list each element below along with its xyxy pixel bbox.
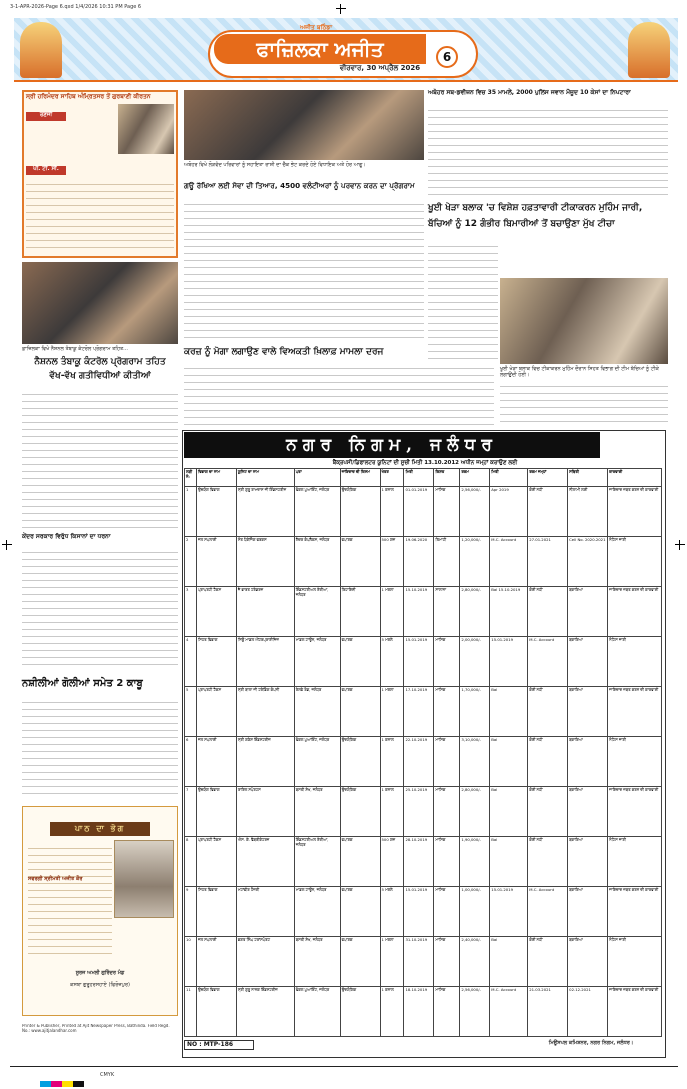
table-cell-unit: ਸ੍ਰੀ ਗੁਰੂ ਨਾਨਕ ਇੰਡਸਟਰੀਜ਼ — [236, 987, 294, 1037]
table-row — [185, 937, 662, 987]
table-cell-date2: M.C. Account — [490, 537, 528, 587]
cheque-presentation-photo — [184, 90, 424, 160]
table-cell-date: 15.01.2019 — [404, 887, 434, 937]
table-cell-inst: ਮਾਸਿਕ — [434, 637, 460, 687]
table-header-cell: ਰਕਮ — [460, 469, 490, 487]
table-cell-action: ਨੋਟਿਸ ਜਾਰੀ — [608, 537, 662, 587]
table-cell-action: ਜਾਇਦਾਦ ਜ਼ਬਤ ਕਰਨ ਦੀ ਕਾਰਵਾਈ — [608, 987, 662, 1037]
table-cell-unit: ਨਿਊ ਮਾਡਲ ਐਂਟਰਪ੍ਰਾਈਜ਼ਿਜ਼ — [236, 637, 294, 687]
table-cell-action: ਜਾਇਦਾਦ ਜ਼ਬਤ ਕਰਨ ਦੀ ਕਾਰਵਾਈ — [608, 887, 662, 937]
table-cell-addr: ਫੋਕਲ ਪੁਆਇੰਟ, ਜਲੰਧਰ — [294, 487, 340, 537]
table-header-cell: ਸਥਿਤੀ — [568, 469, 608, 487]
table-cell-type: ਵਪਾਰਕ — [340, 887, 380, 937]
table-cell-paid: ਕੋਈ ਨਹੀਂ — [528, 937, 568, 987]
center-main-body — [184, 198, 424, 344]
story1-body — [22, 388, 178, 528]
story1-headline-line1: ਨੈਸ਼ਨਲ ਤੰਬਾਕੂ ਕੰਟਰੋਲ ਪ੍ਰੋਗਰਾਮ ਤਹਿਤ — [34, 357, 166, 367]
table-cell-type: ਉਦਯੋਗਿਕ — [340, 487, 380, 537]
table-cell-area: 5 ਮਰਲੇ — [380, 637, 404, 687]
edition-date: ਵੀਰਵਾਰ, 30 ਅਪ੍ਰੈਲ 2026 — [339, 64, 421, 72]
table-cell-date2: Bal — [490, 837, 528, 887]
table-cell-inst: ਮਾਸਿਕ — [434, 737, 460, 787]
table-cell-inst: ਮਾਸਿਕ — [434, 787, 460, 837]
masthead-title: ਫਾਜ਼ਿਲਕਾ ਅਜੀਤ — [214, 34, 426, 64]
table-cell-amt: 1,20,000/- — [460, 537, 490, 587]
table-cell-area: 500 ਗਜ਼ — [380, 837, 404, 887]
table-cell-type: ਵਪਾਰਕ — [340, 937, 380, 987]
table-cell-unit: ਐਸ. ਕੇ. ਫੈਬਰੀਕੇਟਰਜ਼ — [236, 837, 294, 887]
table-header-cell: ਪਤਾ — [294, 469, 340, 487]
feature-body-2 — [500, 380, 668, 428]
masthead-ornament-left — [20, 22, 62, 78]
table-cell-inst: ਮਾਸਿਕ — [434, 887, 460, 937]
table-cell-type: ਵਪਾਰਕ — [340, 637, 380, 687]
table-row — [185, 837, 662, 887]
table-cell-dept: ਪ੍ਰਾਪਰਟੀ ਟੈਕਸ — [196, 837, 236, 887]
table-cell-addr: ਮਾਡਲ ਟਾਊਨ, ਜਲੰਧਰ — [294, 887, 340, 937]
table-cell-inst: ਮਾਸਿਕ — [434, 987, 460, 1037]
table-cell-action: ਨੋਟਿਸ ਜਾਰੀ — [608, 637, 662, 687]
feature-body — [428, 240, 498, 364]
table-cell-dept: ਪ੍ਰਾਪਰਟੀ ਟੈਕਸ — [196, 587, 236, 637]
feature-headline-line2: ਬੱਚਿਆਂ ਨੂੰ 12 ਗੰਭੀਰ ਬਿਮਾਰੀਆਂ ਤੋਂ ਬਚਾਉਣਾ ਮੁੱਖ ਟੀਚਾ — [428, 219, 615, 229]
channel-label-2: ਪੀ. ਟੀ. ਸੀ. — [26, 166, 66, 175]
table-cell-amt: 2,00,000/- — [460, 637, 490, 687]
table-cell-date2: 15.01.2019 — [490, 887, 528, 937]
table-cell-dept: ਉਦਯੋਗ ਵਿਭਾਗ — [196, 787, 236, 837]
page-number: 6 — [436, 46, 458, 68]
table-cell-dept: ਉਦਯੋਗ ਵਿਭਾਗ — [196, 987, 236, 1037]
table-cell-area: 1 ਮਰਲਾ — [380, 687, 404, 737]
table-cell-date2: 15.01.2019 — [490, 637, 528, 687]
table-cell-date: 19.06.2020 — [404, 537, 434, 587]
table-row — [185, 637, 662, 687]
table-cell-inst: ਸਾਲਾਨਾ — [434, 587, 460, 637]
table-cell-date: 22.10.2019 — [404, 737, 434, 787]
table-cell-status: Cell No. 2020.2021 — [568, 537, 608, 587]
table-cell-status: ਬਕਾਇਆ — [568, 887, 608, 937]
table-cell-action: ਨੋਟਿਸ ਜਾਰੀ — [608, 737, 662, 787]
table-cell-amt: 1,90,000/- — [460, 837, 490, 887]
table-cell-no: 4 — [185, 637, 197, 687]
story3-body — [22, 696, 178, 800]
table-cell-dept: ਸਿਹਤ ਵਿਭਾਗ — [196, 887, 236, 937]
table-cell-area: 500 ਗਜ਼ — [380, 537, 404, 587]
table-header-cell: ਯੂਨਿਟ ਦਾ ਨਾਮ — [236, 469, 294, 487]
table-cell-status: ਨੀਲਾਮੀ ਲਈ — [568, 487, 608, 537]
table-header-cell: ਕਿਸ਼ਤ — [434, 469, 460, 487]
table-cell-date2: Bal — [490, 937, 528, 987]
table-cell-no: 8 — [185, 837, 197, 887]
registration-mark-left — [2, 540, 12, 550]
table-cell-dept: ਸਿਹਤ ਵਿਭਾਗ — [196, 637, 236, 687]
center-second-body — [184, 362, 494, 426]
table-cell-unit: ਮਹਾਂਵੀਰ ਹੌਜ਼ਰੀ — [236, 887, 294, 937]
table-cell-status: 02.12.2021 — [568, 987, 608, 1037]
table-cell-paid: 27.01.2021 — [528, 537, 568, 587]
table-cell-dept: ਜਲ ਸਪਲਾਈ — [196, 937, 236, 987]
table-cell-date: 15.01.2019 — [404, 637, 434, 687]
gurbani-box-heading: ਸ੍ਰੀ ਹਰਿਮੰਦਰ ਸਾਹਿਬ ਅੰਮ੍ਰਿਤਸਰ ਤੋਂ ਗੁਰਬਾਣੀ ਕੀਰਤਨ — [26, 93, 151, 100]
table-cell-no: 11 — [185, 987, 197, 1037]
table-cell-paid: M.C. Account — [528, 637, 568, 687]
table-cell-area: 1 ਮਰਲਾ — [380, 587, 404, 637]
table-cell-no: 9 — [185, 887, 197, 937]
table-cell-addr: ਲੈਦਰ ਕੰਪਲੈਕਸ, ਜਲੰਧਰ — [294, 537, 340, 587]
table-cell-addr: ਬਸਤੀ ਸ਼ੇਖ, ਜਲੰਧਰ — [294, 937, 340, 987]
table-cell-type: ਉਦਯੋਗਿਕ — [340, 737, 380, 787]
color-label: CMYK — [100, 1072, 115, 1078]
table-cell-paid: ਕੋਈ ਨਹੀਂ — [528, 687, 568, 737]
notice-banner: ਨਗਰ ਨਿਗਮ, ਜਲੰਧਰ — [184, 432, 600, 458]
table-cell-status: ਬਕਾਇਆ — [568, 587, 608, 637]
table-cell-unit: ਭਗਤ ਸਿੰਘ ਟਰਾਂਸਪੋਰਟ — [236, 937, 294, 987]
table-cell-unit: ਸੰਤ ਪੈਕੇਜਿੰਗ ਵਰਕਸ — [236, 537, 294, 587]
table-cell-paid: ਕੋਈ ਨਹੀਂ — [528, 737, 568, 787]
notice-code: NO : MTP-186 — [184, 1040, 254, 1050]
table-cell-addr: ਫੋਕਲ ਪੁਆਇੰਟ, ਜਲੰਧਰ — [294, 737, 340, 787]
table-row — [185, 987, 662, 1037]
table-row — [185, 887, 662, 937]
table-cell-area: 1 ਕਨਾਲ — [380, 987, 404, 1037]
obituary-name: ਸਵਰਗੀ ਸ੍ਰੀਮਤੀ ਅਜੀਤ ਕੌਰ — [28, 876, 83, 882]
table-header-cell: ਜਾਇਦਾਦ ਦੀ ਕਿਸਮ — [340, 469, 380, 487]
table-cell-date2: Apr 2019 — [490, 487, 528, 537]
table-cell-date: 01.01.2019 — [404, 487, 434, 537]
imprint-line: Printer & Publisher, Printed at Ajit Newspaper Press, Bathinda. Field Regd. No.: www.ajitjalandhar.com — [22, 1024, 170, 1033]
table-header-cell: ਵਿਭਾਗ ਦਾ ਨਾਮ — [196, 469, 236, 487]
table-cell-unit: ਜੈ ਭਾਰਤ ਟਰੇਡਰਜ਼ — [236, 587, 294, 637]
table-cell-status: ਬਕਾਇਆ — [568, 687, 608, 737]
table-cell-dept: ਉਦਯੋਗ ਵਿਭਾਗ — [196, 487, 236, 537]
table-cell-date2: Bal — [490, 737, 528, 787]
table-row — [185, 587, 662, 637]
vaccination-photo-caption: ਖੂਈ ਖੇੜਾ ਬਲਾਕ ਵਿਚ ਟੀਕਾਕਰਨ ਮੁਹਿੰਮ ਦੌਰਾਨ ਸਿਹਤ ਵਿਭਾਗ ਦੀ ਟੀਮ ਬੱਚਿਆਂ ਨੂੰ ਟੀਕੇ ਲਗਾਉਂਦੀ ਹੋਈ। — [500, 366, 659, 378]
table-cell-unit: ਰਾਇਲ ਸਪੋਰਟਸ — [236, 787, 294, 837]
table-row — [185, 737, 662, 787]
table-cell-date2: Bal — [490, 787, 528, 837]
table-header-row — [185, 469, 662, 487]
table-row — [185, 687, 662, 737]
print-slug: 3-1-APR-2026-Page 6.qxd 1/4/2026 10:31 PM Page 6 — [10, 4, 142, 10]
center-photo-caption: ਅਬੋਹਰ ਵਿਖੇ ਲੋੜਵੰਦ ਪਰਿਵਾਰਾਂ ਨੂੰ ਸਹਾਇਤਾ ਰਾਸ਼ੀ ਦਾ ਚੈੱਕ ਭੇਟ ਕਰਦੇ ਹੋਏ ਵਿਧਾਇਕ ਅਤੇ ਹੋਰ ਆਗੂ। — [184, 162, 366, 168]
table-cell-area: 1 ਕਨਾਲ — [380, 787, 404, 837]
right-top-body — [428, 104, 668, 196]
table-header-cell: ਮਿਤੀ — [404, 469, 434, 487]
table-cell-date: 18.10.2019 — [404, 987, 434, 1037]
table-row — [185, 487, 662, 537]
vaccination-photo — [500, 278, 668, 364]
table-cell-status: ਬਕਾਇਆ — [568, 737, 608, 787]
table-cell-amt: 1,70,000/- — [460, 687, 490, 737]
registration-mark-top — [336, 4, 346, 14]
table-cell-amt: 2,40,000/- — [460, 937, 490, 987]
gurbani-timings-text — [26, 178, 174, 254]
tobacco-photo-caption: ਫ਼ਾਜ਼ਿਲਕਾ ਵਿਖੇ ਨੈਸ਼ਨਲ ਤੰਬਾਕੂ ਕੰਟਰੋਲ ਪ੍ਰੋਗਰਾਮ ਤਹਿਤ... — [22, 346, 128, 352]
table-cell-amt: 2,80,000/- — [460, 587, 490, 637]
story3-headline: ਨਸ਼ੀਲੀਆਂ ਗੋਲੀਆਂ ਸਮੇਤ 2 ਕਾਬੂ — [22, 678, 143, 689]
footer-rule — [10, 1066, 678, 1067]
notice-subtitle: ਬੈਂਕ੍ਰਪਸੀ/ਡਿਫਾਲਟਰ ਯੂਨਿਟਾਂ ਦੀ ਸੂਚੀ ਮਿਤੀ 13.10.2012 ਅਧੀਨ ਜਮ੍ਹਾਂ ਕਰਾਉਣ ਲਈ — [332, 460, 518, 466]
table-header-cell: ਕਾਰਵਾਈ — [608, 469, 662, 487]
table-cell-addr: ਫੋਕਲ ਪੁਆਇੰਟ, ਜਲੰਧਰ — [294, 987, 340, 1037]
obituary-title: ਪਾਠ ਦਾ ਭੋਗ — [50, 822, 150, 836]
table-cell-action: ਜਾਇਦਾਦ ਜ਼ਬਤ ਕਰਨ ਦੀ ਕਾਰਵਾਈ — [608, 487, 662, 537]
table-cell-action: ਨੋਟਿਸ ਜਾਰੀ — [608, 837, 662, 887]
channel-label-1: ਰਣਜੀ — [26, 112, 66, 121]
table-cell-paid: ਕੋਈ ਨਹੀਂ — [528, 787, 568, 837]
obituary-portrait — [114, 840, 174, 918]
table-cell-date: 31.10.2019 — [404, 937, 434, 987]
table-cell-inst: ਮਾਸਿਕ — [434, 687, 460, 737]
table-cell-inst: ਮਾਸਿਕ — [434, 937, 460, 987]
table-cell-date: 17.10.2019 — [404, 687, 434, 737]
masthead-ornament-right — [628, 22, 670, 78]
obituary-place: ਕਸਬਾ ਗੁਰੂਹਰਸਹਾਏ (ਫਿਰੋਜ਼ਪੁਰ) — [70, 982, 130, 988]
table-cell-type: ਰਿਹਾਇਸ਼ੀ — [340, 587, 380, 637]
table-cell-unit: ਸ੍ਰੀ ਗਣੇਸ਼ ਇੰਡਸਟਰੀਜ਼ — [236, 737, 294, 787]
table-cell-type: ਉਦਯੋਗਿਕ — [340, 787, 380, 837]
notice-signoff: ਮਿਊਂਸਪਲ ਕਮਿਸ਼ਨਰ, ਨਗਰ ਨਿਗਮ, ਜਲੰਧਰ। — [548, 1040, 634, 1046]
table-cell-paid: ਕੋਈ ਨਹੀਂ — [528, 837, 568, 887]
table-cell-no: 3 — [185, 587, 197, 637]
obituary-family: ਸੂਰਜ ਅਮਲੀ ਗੁਰਿੰਦਰ ਮੰਡ — [75, 970, 125, 976]
table-row — [185, 787, 662, 837]
story2-headline: ਕੇਂਦਰ ਸਰਕਾਰ ਵਿਰੁੱਧ ਕਿਸਾਨਾਂ ਦਾ ਧਰਨਾ — [22, 533, 111, 540]
table-cell-action: ਜਾਇਦਾਦ ਜ਼ਬਤ ਕਰਨ ਦੀ ਕਾਰਵਾਈ — [608, 787, 662, 837]
table-cell-status: ਬਕਾਇਆ — [568, 937, 608, 987]
table-header-cell: ਮਿਤੀ — [490, 469, 528, 487]
table-cell-type: ਉਦਯੋਗਿਕ — [340, 987, 380, 1037]
table-cell-inst: ਮਾਸਿਕ — [434, 487, 460, 537]
table-cell-unit: ਸ੍ਰੀ ਬਾਲਾ ਜੀ ਟਰੇਡਿੰਗ ਕੰਪਨੀ — [236, 687, 294, 737]
table-cell-type: ਵਪਾਰਕ — [340, 687, 380, 737]
table-cell-inst: ਤਿਮਾਹੀ — [434, 537, 460, 587]
table-cell-status: ਬਕਾਇਆ — [568, 637, 608, 687]
table-cell-amt: 3,10,000/- — [460, 737, 490, 787]
table-row — [185, 537, 662, 587]
print-color-bar — [40, 1072, 84, 1089]
center-second-headline: ਕਰਜ਼ ਨੂੰ ਮੋਗਾ ਲਗਾਉਣ ਵਾਲੇ ਵਿਅਕਤੀ ਖ਼ਿਲਾਫ਼ ਮਾਮਲਾ ਦਰਜ — [184, 347, 384, 357]
obituary-text — [28, 842, 112, 954]
table-cell-date: 25.10.2019 — [404, 787, 434, 837]
table-cell-area: 1 ਮਰਲਾ — [380, 937, 404, 987]
feature-headline-line1: ਖੂਈ ਖੇੜਾ ਬਲਾਕ 'ਚ ਵਿਸ਼ੇਸ਼ ਹਫ਼ਤਾਵਾਰੀ ਟੀਕਾਕਰਨ ਮੁਹਿੰਮ ਜਾਰੀ, — [428, 203, 643, 213]
table-cell-amt: 2,56,000/- — [460, 987, 490, 1037]
table-cell-amt: 2,56,000/- — [460, 487, 490, 537]
table-cell-date: 28.10.2019 — [404, 837, 434, 887]
table-cell-dept: ਜਲ ਸਪਲਾਈ — [196, 537, 236, 587]
table-cell-action: ਜਾਇਦਾਦ ਜ਼ਬਤ ਕਰਨ ਦੀ ਕਾਰਵਾਈ — [608, 687, 662, 737]
table-cell-action: ਜਾਇਦਾਦ ਜ਼ਬਤ ਕਰਨ ਦੀ ਕਾਰਵਾਈ — [608, 587, 662, 637]
center-main-headline: ਗਊ ਰੱਖਿਆ ਲਈ ਸੇਵਾ ਦੀ ਤਿਆਰ, 4500 ਵਲੰਟੀਅਰਾਂ ਨੂੰ ਪਰਵਾਨ ਕਰਨ ਦਾ ਪ੍ਰੋਗਰਾਮ — [184, 181, 415, 190]
golden-temple-photo — [118, 104, 174, 154]
table-cell-addr: ਮਾਡਲ ਟਾਊਨ, ਜਲੰਧਰ — [294, 637, 340, 687]
table-cell-dept: ਪ੍ਰਾਪਰਟੀ ਟੈਕਸ — [196, 687, 236, 737]
table-cell-paid: 21.03.2021 — [528, 987, 568, 1037]
story1-headline-line2: ਵੱਖ-ਵੱਖ ਗਤੀਵਿਧੀਆਂ ਕੀਤੀਆਂ — [49, 371, 151, 381]
table-cell-date2: Bal — [490, 687, 528, 737]
table-cell-addr: ਰੇਲਵੇ ਰੋਡ, ਜਲੰਧਰ — [294, 687, 340, 737]
table-cell-date: 15.10.2019 — [404, 587, 434, 637]
table-cell-dept: ਜਲ ਸਪਲਾਈ — [196, 737, 236, 787]
table-header-cell: ਲੜੀ ਨੰ: — [185, 469, 197, 487]
table-cell-inst: ਮਾਸਿਕ — [434, 837, 460, 887]
table-cell-addr: ਇੰਡਸਟਰੀਅਲ ਏਰੀਆ, ਜਲੰਧਰ — [294, 587, 340, 637]
table-cell-no: 2 — [185, 537, 197, 587]
table-cell-type: ਵਪਾਰਕ — [340, 537, 380, 587]
table-cell-area: 1 ਕਨਾਲ — [380, 737, 404, 787]
table-cell-date2: Bal 15.10.2019 — [490, 587, 528, 637]
defaulter-table — [184, 468, 662, 1037]
right-top-headline: ਅਬੋਹਰ ਸਬ-ਡਵੀਜ਼ਨ ਵਿਚ 35 ਮਾਮਲੇ, 2000 ਪੁਲਿਸ ਜਵਾਨ ਮੌਜੂਦ 10 ਕੇਸਾਂ ਦਾ ਨਿਪਟਾਰਾ — [428, 89, 631, 96]
gurbani-schedule-text — [26, 124, 114, 164]
table-header-cell: ਰਕਮ ਜਮ੍ਹਾਂ — [528, 469, 568, 487]
table-cell-unit: ਸ੍ਰੀ ਗੁਰੂ ਰਾਮਦਾਸ ਜੀ ਇੰਡਸਟਰੀਜ਼ — [236, 487, 294, 537]
table-header-cell: ਖੇਤਰ — [380, 469, 404, 487]
table-cell-area: 5 ਮਰਲੇ — [380, 887, 404, 937]
table-cell-paid: ਕੋਈ ਨਹੀਂ — [528, 487, 568, 537]
table-cell-no: 5 — [185, 687, 197, 737]
table-cell-paid: M.C. Account — [528, 887, 568, 937]
table-cell-status: ਬਕਾਇਆ — [568, 787, 608, 837]
table-cell-no: 7 — [185, 787, 197, 837]
registration-mark-right — [675, 540, 685, 550]
tobacco-program-photo — [22, 262, 178, 344]
table-cell-area: 1 ਕਨਾਲ — [380, 487, 404, 537]
table-cell-paid: ਕੋਈ ਨਹੀਂ — [528, 587, 568, 637]
table-cell-no: 1 — [185, 487, 197, 537]
table-cell-addr: ਬਸਤੀ ਸ਼ੇਖ, ਜਲੰਧਰ — [294, 787, 340, 837]
masthead-kicker: ਅਜੀਤ ਬਠਿੰਡਾ — [300, 24, 333, 31]
table-cell-action: ਨੋਟਿਸ ਜਾਰੀ — [608, 937, 662, 987]
table-cell-amt: 1,00,000/- — [460, 887, 490, 937]
table-cell-addr: ਇੰਡਸਟਰੀਅਲ ਏਰੀਆ, ਜਲੰਧਰ — [294, 837, 340, 887]
story2-body — [22, 546, 178, 670]
table-cell-status: ਬਕਾਇਆ — [568, 837, 608, 887]
table-cell-date2: M.C. Account — [490, 987, 528, 1037]
table-cell-amt: 2,80,000/- — [460, 787, 490, 837]
table-cell-no: 10 — [185, 937, 197, 987]
table-cell-type: ਵਪਾਰਕ — [340, 837, 380, 887]
table-cell-no: 6 — [185, 737, 197, 787]
